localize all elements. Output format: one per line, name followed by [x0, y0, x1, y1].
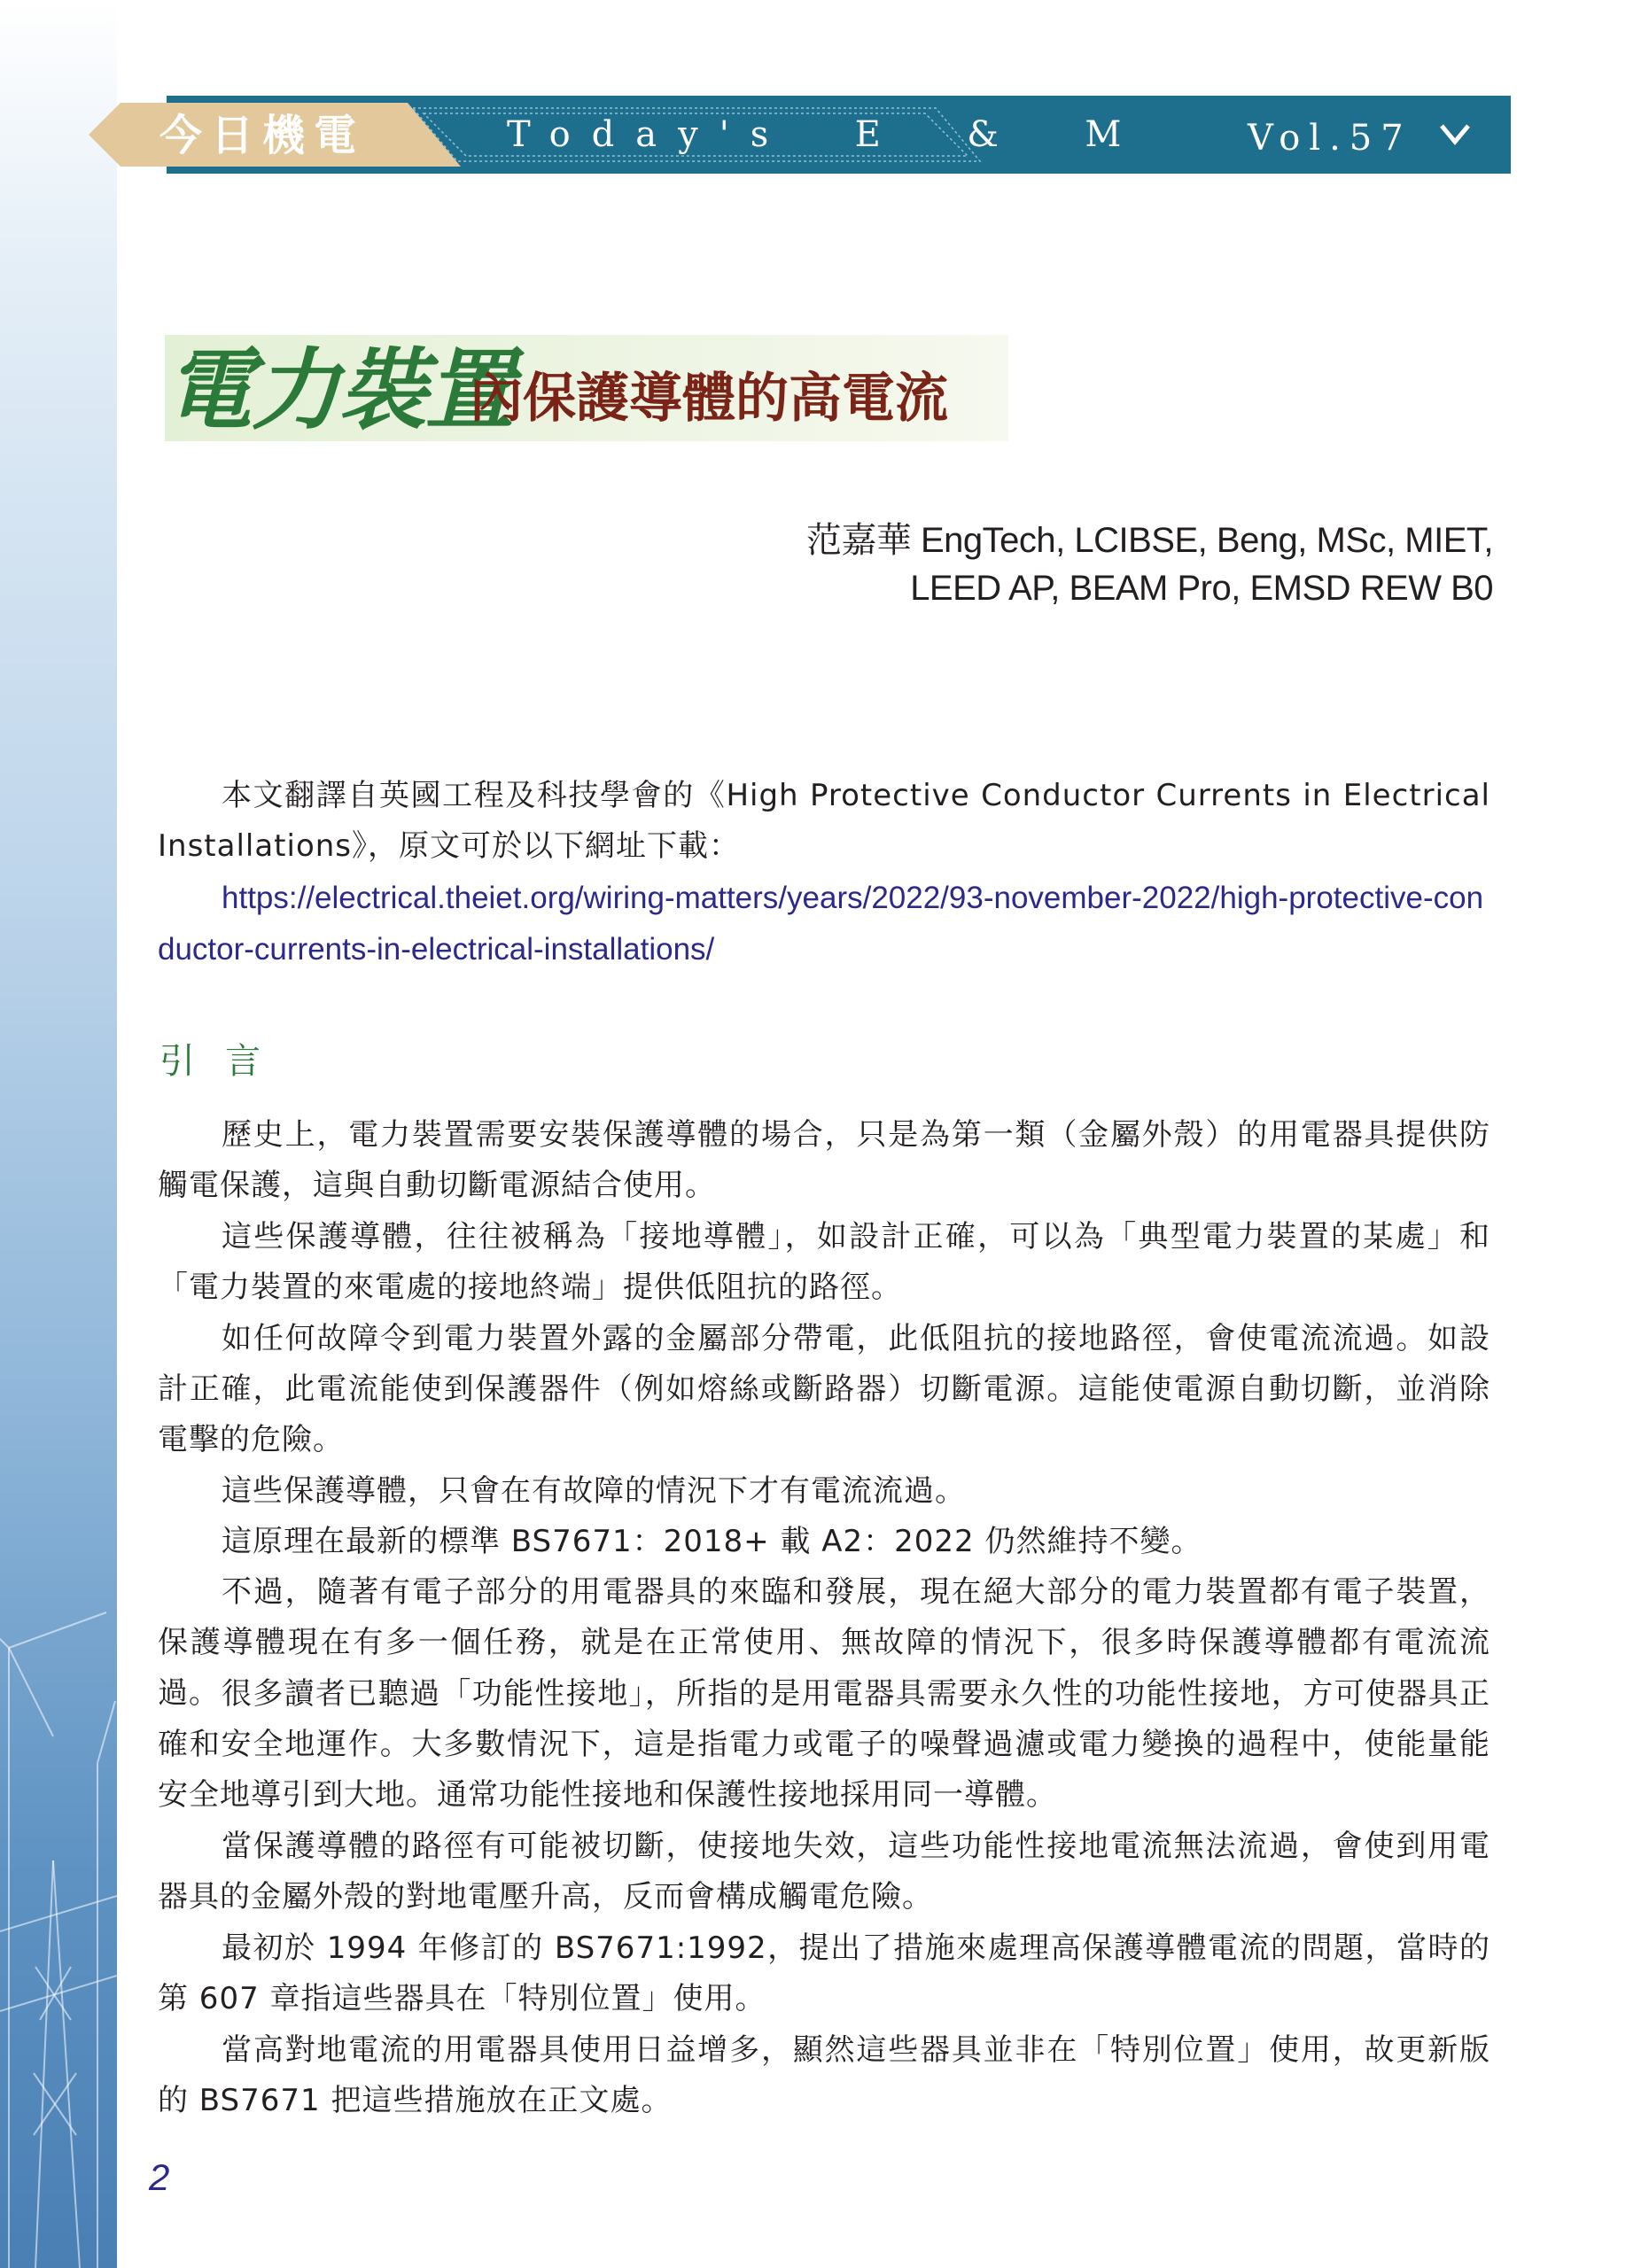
body-paragraph: 這些保護導體，只會在有故障的情況下才有電流流過。	[222, 1473, 966, 1509]
side-decoration-band	[0, 0, 117, 2268]
page-number: 2	[149, 2156, 170, 2198]
body-paragraph: 歷史上，電力裝置需要安裝保護導體的場合，只是為第一類（金屬外殼）的用電器具提供防觸電保護，這與自動切斷電源結合使用。	[158, 1117, 1490, 1203]
source-url-link[interactable]: https://electrical.theiet.org/wiring-matters/years/2022/93-november-2022/high-protective-conductor-currents-in-electrical-installations/	[158, 881, 1484, 967]
chevron-down-icon	[1439, 122, 1471, 147]
body-paragraph: 最初於 1994 年修訂的 BS7671:1992，提出了措施來處理高保護導體電流的問題，當時的第 607 章指這些器具在「特別位置」使用。	[158, 1930, 1490, 2016]
wind-turbine-pylon-illustration	[0, 1595, 117, 2268]
intro-paragraph	[158, 771, 1490, 872]
header-subtitle: Today's E & M	[507, 114, 1143, 155]
body-paragraph: 當高對地電流的用電器具使用日益增多，顯然這些器具並非在「特別位置」使用，故更新版的 BS7671 把這些措施放在正文處。	[158, 2032, 1490, 2118]
body-paragraph: 很多讀者已聽過「功能性接地」，所指的是用電器具需要永久性的功能性接地，方可使器具正確和安全地運作。大多數情況下，這是指電力或電子的噪聲過濾或電力變換的過程中，使能量能安全地導引到大地。通常功能性接地和保護性接地採用同一導體。	[158, 1676, 1490, 1813]
intro-text: 本文翻譯自英國工程及科技學會的《High Protective Conductor Currents in Electrical Installations》，原文可於以下網址下載：	[158, 778, 1490, 864]
body-paragraph: 當保護導體的路徑有可能被切斷，使接地失效，這些功能性接地電流無法流過，會使到用電器具的金屬外殼的對地電壓升高，反而會構成觸電危險。	[158, 1829, 1490, 1915]
body-paragraph: 如任何故障令到電力裝置外露的金屬部分帶電，此低阻抗的接地路徑，會使電流流過。如設計正確，此電流能使到保護器件（例如熔絲或斷路器）切斷電源。這能使電源自動切斷，並消除電擊的危險。	[158, 1321, 1490, 1457]
body-paragraph: 這原理在最新的標準 BS7671：2018+ 載 A2：2022 仍然維持不變。	[222, 1524, 1202, 1559]
intro-url-paragraph	[158, 873, 1490, 975]
magazine-name: 今日機電	[159, 111, 366, 160]
volume-number: Vol.57	[1248, 118, 1412, 159]
section-heading: 引言	[159, 1041, 291, 1082]
article-title-sub: 內保護導體的高電流	[470, 368, 948, 430]
author-credentials-line-2: LEED AP, BEAM Pro, EMSD REW B0	[910, 569, 1493, 608]
body-paragraph: 不過，隨著有電子部分的用電器具的來臨和發展，現在絕大部分的電力裝置都有電子裝置，保護導體現在有多一個任務，就是在正常使用、無故障的情況下，很多時保護導體都有電流流過。	[158, 1574, 1490, 1711]
article-title-main: 電力裝置	[165, 338, 512, 442]
author-credentials-line-1: 范嘉華 EngTech, LCIBSE, Beng, MSc, MIET,	[805, 521, 1493, 560]
body-paragraph: 這些保護導體，往往被稱為「接地導體」，如設計正確，可以為「典型電力裝置的某處」和「電力裝置的來電處的接地終端」提供低阻抗的路徑。	[158, 1219, 1490, 1305]
